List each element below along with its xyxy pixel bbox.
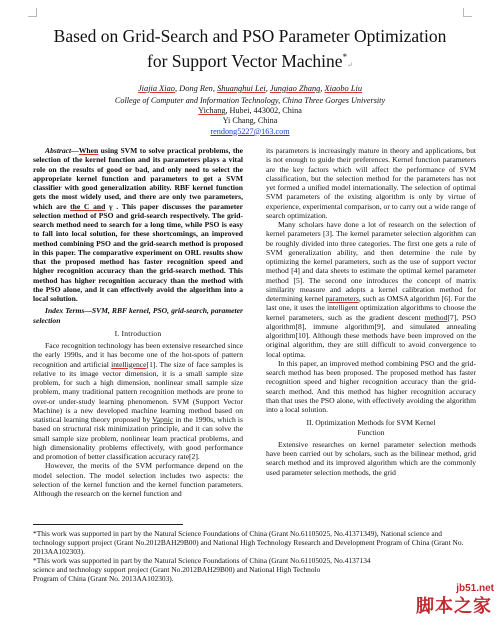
title-line-2 — [30, 47, 470, 76]
paragraph-mark-icon: ↵ — [347, 60, 353, 69]
title-line-2-text: for Support Vector Machine — [147, 50, 343, 71]
body-paragraph: its parameters is increasingly mature in theory and applications, but is not enough to guide their preferences. Kernel function parameters are the key factors which will affect the performance of SVM classification, but the selection method for the parameters has not yet formed a unified model internationally. The selection of optimal SVM parameters of the existing algorithm is only by virtue of experience, experimental comparison, or to carry out a wide range of search optimization. — [266, 146, 476, 220]
email-link[interactable]: rendong5227@163.com — [210, 126, 290, 136]
para-text-vapnic: Vapnic — [152, 415, 174, 424]
abstract-when: When — [78, 146, 99, 155]
affiliation-line-2 — [30, 106, 470, 116]
affiliation-block — [30, 96, 470, 137]
title-line-1: Based on Grid-Search and PSO Parameter Optimization — [53, 26, 447, 46]
para-text: , such as OMSA algorithm [6]. For the last one, it uses the intelligent optimization algorithms to choose the kernel parameters, such as the gradient descent — [266, 294, 476, 322]
body-paragraph: However, the merits of the SVM performance depend on the model selection. The model selection includes two aspects: the selection of the kernel function and the kernel function parameters. Although the research on the kernel function and — [33, 461, 243, 498]
page-corner-mark-left — [28, 8, 37, 17]
right-column — [266, 146, 476, 477]
abstract — [33, 146, 243, 303]
affiliation-line-3: Yi Chang, China — [222, 116, 278, 126]
author-name: Dong Ren — [179, 84, 213, 93]
page-corner-mark-right — [463, 8, 472, 17]
abstract-dash: — — [71, 146, 79, 155]
footnote-divider — [33, 524, 183, 525]
author-name: Jungiao Zhang — [269, 84, 321, 93]
affiliation-line-1: College of Computer and Information Technology, China Three Gorges University — [114, 96, 386, 105]
para-text-method: method — [424, 312, 448, 322]
left-column — [33, 146, 243, 498]
para-text: [1]. The size of face samples is relative to its image vector dimension, it is a small sample size problem, for such a high dimension, nonlinear small sample size problem, many traditional pattern recognition methods are prone to over-or under-study learning phenomenon. SVM (Support Vector Machine) is a new developed machine learning method based on statistical learning theory proposed by — [33, 359, 243, 424]
abstract-lead: Abstract — [45, 146, 72, 155]
section-heading-line-1: II. Optimization Methods for SVM Kernel — [306, 418, 436, 428]
para-text: [7], PSO algorithm[8], immune algorithm[9], and simulated annealing algorithm[10]. Although these methods have been improved on the original algorithm, they are still difficult to avoid convergence to local optima. — [266, 312, 476, 359]
author-name: Jiajia Xiao — [137, 84, 175, 93]
abstract-part-2: γ . This paper discusses the parameter selection method of PSO and grid-search respectively. The grid-search method need to search for a long time, while PSO is easy to fall into local solution, for these shortcomings, an improved method combining PSO and the grid-search method is proposed in this paper. The comparative experiment on ORL results show that the proposed method has faster recognition speed and higher recognition accuracy than the grid-search method. This method has higher recognition accuracy than the method with the PSO alone, and it can effectively avoid the algorithm into a local solution. — [33, 201, 244, 303]
body-paragraph — [33, 341, 243, 461]
watermark-site: jb51.net — [456, 583, 494, 594]
authors-line: Jiajia Xiao, Dong Ren, Shuanghui Lei, Jungiao Zhang, Xiaobo Liu — [137, 84, 363, 93]
footnotes — [33, 529, 473, 584]
para-text: in the 1990s, which is based on structural risk minimization principle, and it can solve the small sample size problem, nonlinear learn practical problems, and high dimensionality problems effectively, with good performance and promotion of better classification accuracy rate[2]. — [33, 415, 243, 461]
footnote: *This work was supported in part by the Natural Science Foundations of China (Grant No.61105025, No.4137134 — [33, 556, 371, 566]
affiliation-line-2-rest: , Hubei, 443002, China — [225, 106, 302, 116]
body-paragraph: Extensive researches on kernel parameter selection methods have been carried out by scholars, such as the bilinear method, grid search method and its improved algorithm which are the commonly used parameter selection methods, the grid — [266, 439, 476, 477]
index-terms: Index Terms—SVM, RBF kernel, PSO, grid-search, parameter selection — [33, 306, 243, 325]
section-heading-optimization — [266, 418, 476, 437]
body-paragraph — [266, 220, 476, 359]
section-heading-introduction: I. Introduction — [114, 328, 162, 338]
footnote: *This work was supported in part by the Natural Science Foundations of China (Grant No.61105025, No.41371349), National science and technology support project (Grant No.2012BAH29B00) and National High Technology Research and Development Program of China (Grant No. 2013AA102303). — [33, 529, 464, 557]
para-text: Face recognition technology has been extensive researched since the early 1990s, and it has become one of the hot-spots of pattern recognition and artificial — [33, 341, 243, 369]
para-text-intelligence: intelligence — [111, 359, 147, 369]
para-text-parameters: parameters — [325, 294, 359, 303]
footnote: science and technology support project (Grant No.2012BAH29B00) and National High Technolo — [33, 565, 321, 575]
para-text: Many scholars have done a lot of research on the selection of kernel parameters [3]. The kernel parameter selection algorithm can be roughly divided into three categories. The first one gets a rule of SVM generalization ability, and then determine the rule by optimizing the kernel parameters, such as the use of support vector method [4] and data sheets to estimate the optimal kernel parameter method [5]. The second one introduces the concept of matrix similarity measure and adopts a kernel calibration method for determining kernel — [266, 220, 476, 303]
title-footnote-mark: * — [342, 52, 348, 62]
abstract-part-1: using SVM to solve practical problems, the selection of the kernel function and its parameters plays a vital role on the results of good or bad, and only need to select the appropriate kernel function and parameters to get a SVM classifier with good generalization ability. RBF kernel function gets the most widely used, and there are only two parameters, which are — [33, 146, 243, 211]
author-name: Xiaobo Liu — [324, 84, 363, 93]
section-heading-line-2: Function — [357, 427, 385, 437]
paper-title — [30, 26, 470, 76]
affiliation-city: Yichang — [198, 106, 226, 116]
footnote: Program of China (Grant No. 2013AA102303). — [33, 574, 174, 584]
watermark-logo: 脚本之家 — [416, 596, 492, 617]
author-name: Shuanghui Lei — [217, 84, 266, 93]
body-paragraph: In this paper, an improved method combining PSO and the grid-search method has been proposed. The proposed method has faster recognition speed and higher recognition accuracy than the grid-search method. And this method has higher recognition accuracy than that uses the PSO alone, with effectively avoiding the algorithm into a local solution. — [266, 358, 476, 414]
abstract-c-and: the C and — [70, 201, 106, 211]
